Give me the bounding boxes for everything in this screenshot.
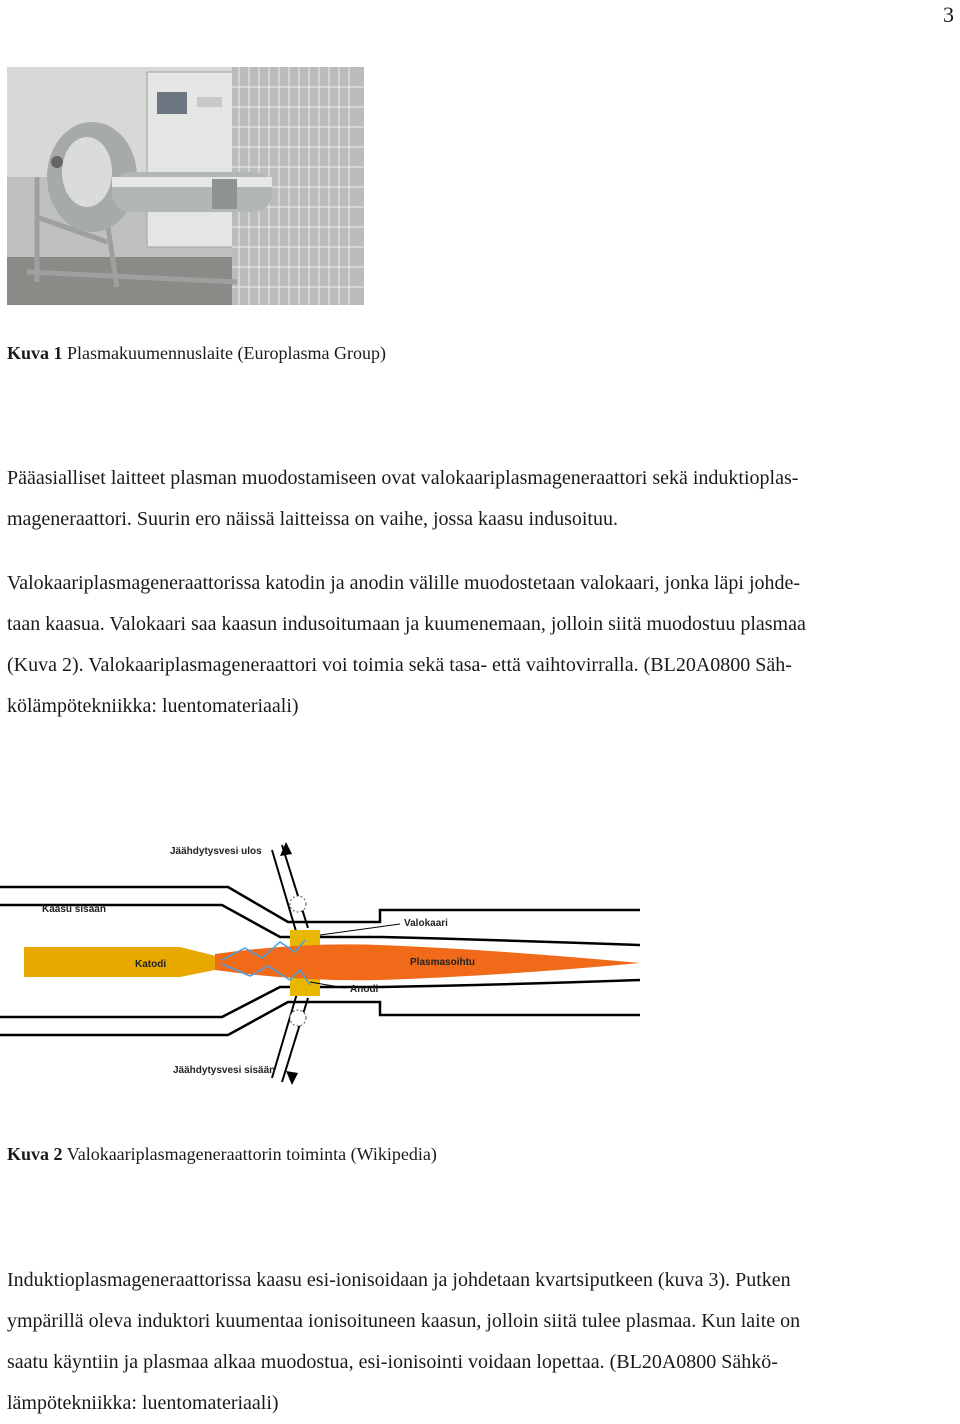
label-plasma-jet: Plasmasoihtu [410, 957, 476, 968]
paragraph-line: ympärillä oleva induktori kuumentaa ionisoituneen kaasun, jolloin siitä tulee plasmaa. Kun laite on [7, 1310, 801, 1332]
label-gas-in: Kaasu sisään [42, 904, 106, 915]
figure2-caption-text: Valokaariplasmageneraattorin toiminta (Wikipedia) [66, 1144, 437, 1164]
label-cathode: Katodi [135, 959, 167, 970]
figure1-caption-text: Plasmakuumennuslaite (Europlasma Group) [67, 343, 386, 363]
paragraph-line: mageneraattori. Suurin ero näissä laitteissa on vaihe, jossa kaasu indusoituu. [7, 508, 618, 530]
label-arc: Valokaari [404, 918, 448, 929]
paragraph-line: Valokaariplasmageneraattorissa katodin ja anodin välille muodostetaan valokaari, jonka läpi johde- [7, 572, 801, 594]
label-water-out: Jäähdytysvesi ulos [170, 846, 262, 857]
arc-plasma-diagram [0, 830, 700, 1095]
figure2-label: Kuva 2 [7, 1144, 63, 1164]
figure1-caption [7, 343, 386, 364]
paragraph-3 [7, 1260, 957, 1424]
paragraph-line: Pääasialliset laitteet plasman muodostamiseen ovat valokaariplasmageneraattori sekä induktioplas- [7, 467, 799, 489]
paragraph-line: (Kuva 2). Valokaariplasmageneraattori voi toimia sekä tasa- että vaihtovirralla. (BL20A0800 Säh- [7, 654, 792, 676]
paragraph-line: lämpötekniikka: luentomateriaali) [7, 1392, 279, 1414]
label-water-in: Jäähdytysvesi sisään [173, 1065, 276, 1076]
paragraph-line: kölämpötekniikka: luentomateriaali) [7, 695, 299, 717]
plasma-device-photo [7, 67, 364, 305]
paragraph-line: saatu käyntiin ja plasmaa alkaa muodostua, esi-ionisointi voidaan lopettaa. (BL20A0800 Sähkö- [7, 1351, 778, 1373]
figure1-label: Kuva 1 [7, 343, 63, 363]
paragraph-1 [7, 458, 957, 540]
paragraph-line: taan kaasua. Valokaari saa kaasun indusoitumaan ja kuumenemaan, jolloin siitä muodostuu plasmaa [7, 613, 806, 635]
paragraph-2 [7, 563, 957, 727]
page-number: 3 [943, 2, 954, 27]
paragraph-line: Induktioplasmageneraattorissa kaasu esi-ionisoidaan ja johdetaan kvartsiputkeen (kuva 3). Putken [7, 1269, 791, 1291]
label-anode: Anodi [350, 984, 379, 995]
figure2-caption [7, 1144, 437, 1165]
